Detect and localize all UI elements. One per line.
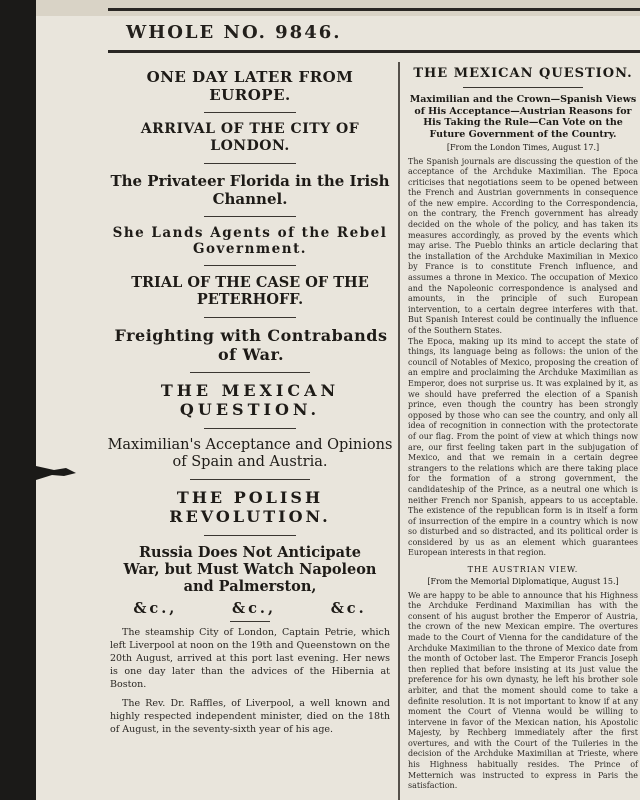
separator: [230, 621, 270, 622]
separator: [463, 87, 583, 88]
separator: [204, 535, 296, 536]
headline-peterhoff: TRIAL OF THE CASE OF THE PETERHOFF.: [131, 273, 369, 309]
separator: [204, 163, 296, 164]
separator: [204, 216, 296, 217]
issue-number: WHOLE NO. 9846.: [126, 22, 342, 43]
right-column: [406, 62, 640, 792]
top-rule: [108, 8, 640, 11]
separator: [204, 317, 296, 318]
etc-line: [106, 600, 394, 617]
column-divider: [398, 62, 400, 800]
source-line: [From the Memorial Diplomatique, August 15.]: [427, 577, 619, 587]
paper-tear: [36, 462, 80, 484]
headline-privateer: The Privateer Florida in the Irish Channel.: [110, 171, 390, 208]
newspaper-page: [36, 0, 640, 800]
separator: [190, 372, 310, 373]
article-paragraph: The Rev. Dr. Raffles, of Liverpool, a well known and highly respected independent minister, died on the 18th of August, in the seventy-sixth year of his age.: [110, 698, 390, 736]
source-line: [From the London Times, August 17.]: [446, 143, 600, 152]
right-paragraph: We are happy to be able to announce that his Highness the Archduke Ferdinand Maximilian has with the consent of his august brother the Emperor of Austria, the crown of the new Mexican empire. The overtures made to the Court of Vienna for the candidature of the Archduke Maximilian to the throne of Mexico date from the month of October last. The Emperor Francis Joseph then replied that before insisting at its just value the preference for his own dynasty, he left his brother sole arbiter, and that the moment should come to take a definite resolution. It is not important to know if at any moment the Court of Vienna would be willing to intervene in favor of the Mexican nation, his Apostolic Majesty, by Rechberg immediately after the first overtures, and with the Court of the Tuileries in the decision of the Archduke Maximilian at Trieste, where his Highness habitually resides. The Prince of Metternich was instructed to express in Paris the satisfaction.: [408, 590, 638, 791]
right-paragraph: The Epoca, making up its mind to accept the state of things, its language being as follows: the union of the council of Notables of Mexico, proposing the creation of an empire and proclaiming the Archduke Maximilian as Emperor, does not surprise us. It was explained by it, as we should have preferred the election of a Spanish prince, even though the country has been strongly opposed by those who can see the country, and only all idea of recognition in connection with the protectorate of our flag. From the point of view at which things now are, our first feeling taken part in the subjugation of Mexico, and that we remain in a certain degree strangers to the relations which are there taking place for the formation of a strong government, the candidateship of the Prince, as a neutral one which is neither French nor Spanish, appears to us acceptable. The existence of the republican form is in itself a form of insurrection of the empire in a country which is now so disturbed and so distracted, and its political order is considered by us as an element which guarantees European interests in that region.: [408, 336, 638, 558]
separator: [204, 265, 296, 266]
right-subheading: Maximilian and the Crown—Spanish Views of His Acceptance—Austrian Reasons for His Taking the Rule—Can Vote on the Future Government of the Country.: [409, 94, 637, 140]
headline-mexican-question: THE MEXICAN QUESTION.: [160, 381, 340, 420]
headline-contrabands: Freighting with Contrabands of War.: [114, 325, 388, 364]
separator: [204, 428, 296, 429]
headline-arrival: ARRIVAL OF THE CITY OF LONDON.: [140, 121, 360, 154]
right-heading: THE MEXICAN QUESTION.: [413, 66, 633, 81]
separator: [204, 112, 296, 113]
headline-maximilian: Maximilian's Acceptance and Opinions of Spain and Austria.: [107, 436, 393, 470]
separator: [190, 479, 310, 480]
left-column: [106, 62, 394, 742]
headline-russia: Russia Does Not Anticipate War, but Must Watch Napoleon and Palmerston,: [123, 543, 377, 596]
article-paragraph: The steamship City of London, Captain Petrie, which left Liverpool at noon on the 19th and Queenstown on the 20th August, arrived at this port last evening. Her news is one day later than the advices of the Hibernia at Boston.: [110, 627, 390, 691]
etc-1: &c.,: [133, 599, 178, 617]
headline-polish-revolution: THE POLISH REVOLUTION.: [169, 488, 331, 527]
right-paragraph: The Spanish journals are discussing the question of the acceptance of the Archduke Maximilian. The Epoca criticises that negotiations seem to be opened between the French and Austrian governments in consequence of the new empire. According to the Correspondencia, on the contrary, the French government has already decided on the whole of the policy, and has taken its measures accordingly, as proved by the events which may arise. The Pueblo thinks an article declaring that the installation of the Archduke Maximilian in Mexico by France is to constitute French influence, and assumes a throne in Mexico. The occupation of Mexico and the Napoleonic correspondence is analysed and amounts, in the principle of such European intervention, to a certain degree interferes with that. But Spanish Interest could be continually the influence of the Southern States.: [408, 156, 638, 335]
headline-agents: She Lands Agents of the Rebel Government.: [112, 224, 388, 257]
headline-europe: ONE DAY LATER FROM EUROPE.: [146, 68, 354, 104]
etc-3: &c.: [330, 599, 367, 617]
section-heading: THE AUSTRIAN VIEW.: [467, 565, 579, 575]
masthead-rule: [108, 50, 640, 53]
etc-2: &c.,: [232, 599, 277, 617]
